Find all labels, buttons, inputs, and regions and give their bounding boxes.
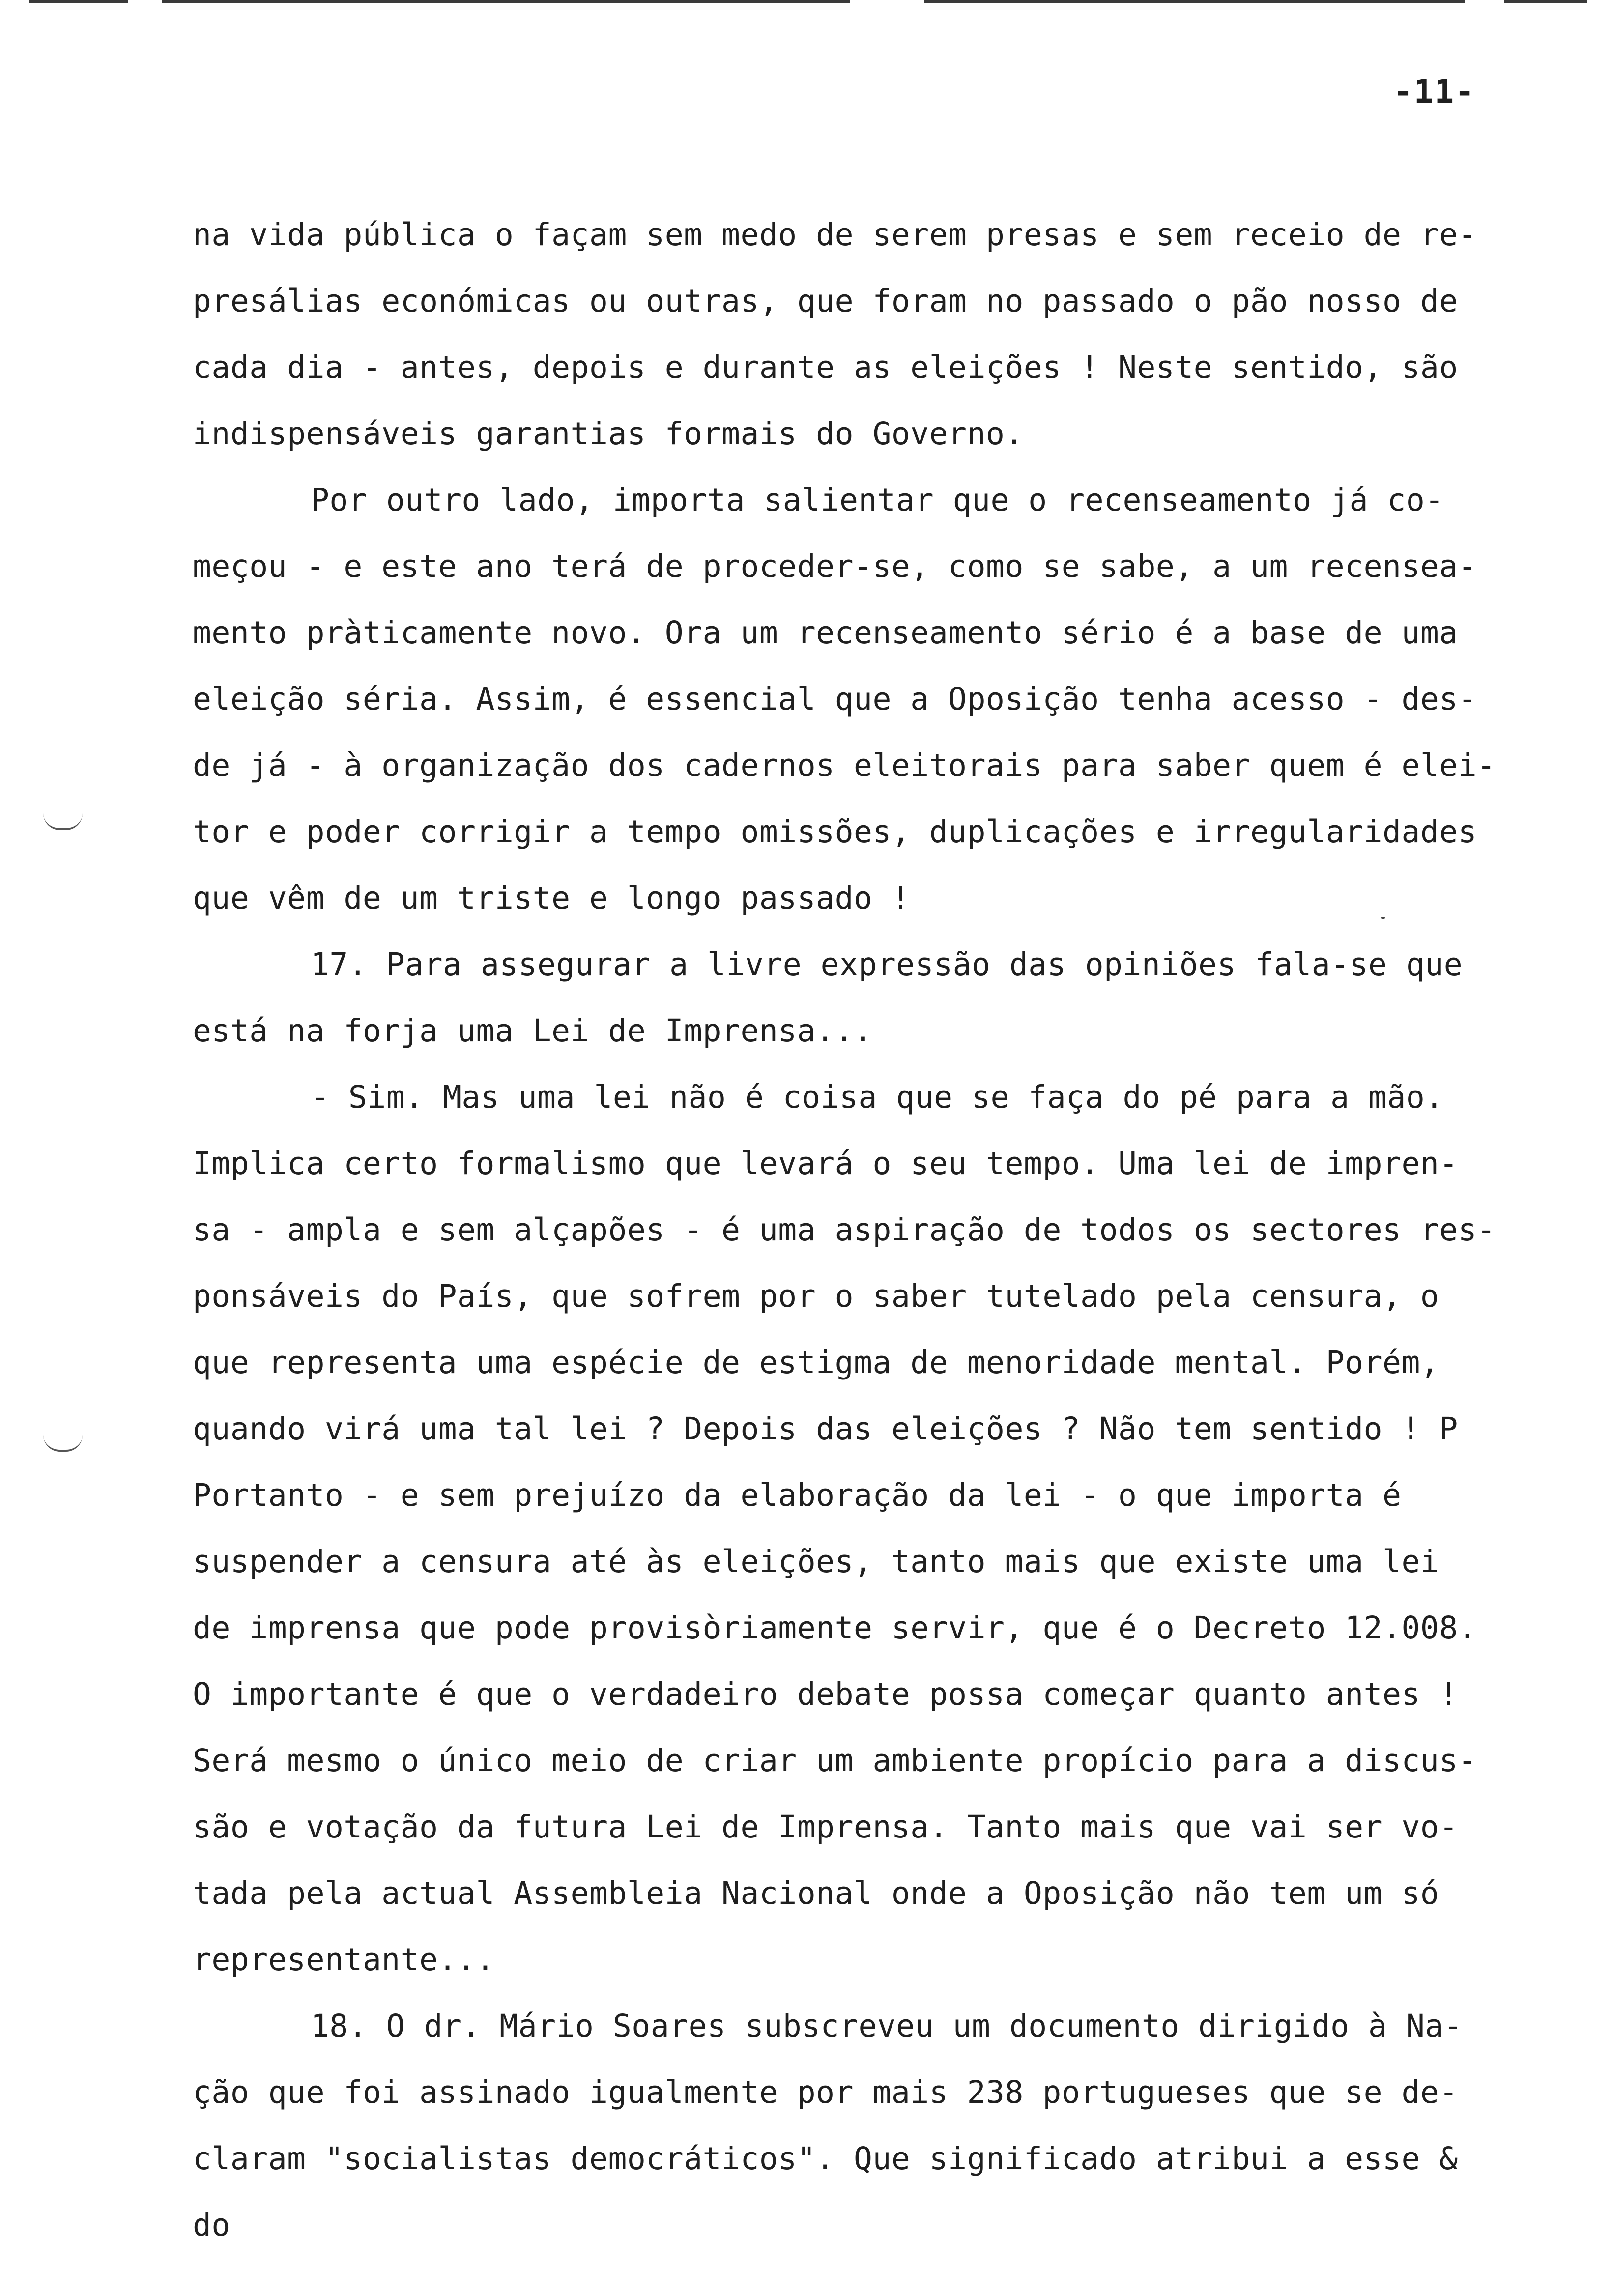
text-line: sa - ampla e sem alçapões - é uma aspiração de todos os sectores res-: [193, 1212, 1496, 1248]
text-line: tor e poder corrigir a tempo omissões, duplicações e irregularidades: [193, 814, 1477, 850]
text-line: eleição séria. Assim, é essencial que a Oposição tenha acesso - des-: [193, 681, 1477, 717]
text-line: Por outro lado, importa salientar que o recenseamento já co-: [311, 482, 1444, 518]
text-line: mento pràticamente novo. Ora um recenseamento sério é a base de uma: [193, 615, 1458, 651]
text-line: na vida pública o façam sem medo de serem presas e sem receio de re-: [193, 217, 1477, 253]
text-line: claram "socialistas democráticos". Que significado atribui a esse &: [193, 2141, 1458, 2177]
text-line: ção que foi assinado igualmente por mais 238 portugueses que se de-: [193, 2074, 1458, 2110]
text-line: de já - à organização dos cadernos eleitorais para saber quem é elei-: [193, 747, 1496, 783]
text-line: representante...: [193, 1942, 495, 1978]
text-line: ponsáveis do País, que sofrem por o saber tutelado pela censura, o: [193, 1278, 1439, 1314]
text-line: Será mesmo o único meio de criar um ambiente propício para a discus-: [193, 1743, 1477, 1779]
text-line: que representa uma espécie de estigma de menoridade mental. Porém,: [193, 1345, 1439, 1380]
text-line: suspender a censura até às eleições, tanto mais que existe uma lei: [193, 1544, 1439, 1579]
document-body: [193, 201, 1579, 2258]
page-number: -11-: [1393, 73, 1475, 111]
text-line: está na forja uma Lei de Imprensa...: [193, 1013, 873, 1049]
text-line: Implica certo formalismo que levará o seu tempo. Uma lei de impren-: [193, 1146, 1458, 1181]
scan-edge-mark: [162, 0, 850, 3]
text-line: de imprensa que pode provisòriamente servir, que é o Decreto 12.008.: [193, 1610, 1477, 1646]
text-line: tada pela actual Assembleia Nacional onde a Oposição não tem um só: [193, 1875, 1439, 1911]
scan-edge-mark: [29, 0, 128, 3]
text-line: 18. O dr. Mário Soares subscreveu um documento dirigido à Na-: [311, 2008, 1463, 2044]
text-line: que vêm de um triste e longo passado !: [193, 880, 911, 916]
margin-pencil-mark: [43, 1435, 83, 1452]
text-line: são e votação da futura Lei de Imprensa. Tanto mais que vai ser vo-: [193, 1809, 1458, 1845]
text-line: indispensáveis garantias formais do Governo.: [193, 416, 1024, 452]
text-line: 17. Para assegurar a livre expressão das opiniões fala-se que: [311, 947, 1463, 982]
text-line: quando virá uma tal lei ? Depois das eleições ? Não tem sentido ! P: [193, 1411, 1458, 1447]
scan-edge-mark: [1504, 0, 1587, 3]
text-line: meçou - e este ano terá de proceder-se, como se sabe, a um recensea-: [193, 548, 1477, 584]
text-line: do: [193, 2207, 230, 2243]
scan-edge-mark: [924, 0, 1465, 3]
text-line: Portanto - e sem prejuízo da elaboração da lei - o que importa é: [193, 1477, 1402, 1513]
margin-pencil-mark: [43, 813, 83, 830]
text-line: presálias económicas ou outras, que foram no passado o pão nosso de: [193, 283, 1458, 319]
text-line: - Sim. Mas uma lei não é coisa que se faça do pé para a mão.: [311, 1079, 1444, 1115]
text-line: cada dia - antes, depois e durante as eleições ! Neste sentido, são: [193, 349, 1458, 385]
text-line: O importante é que o verdadeiro debate possa começar quanto antes !: [193, 1676, 1458, 1712]
